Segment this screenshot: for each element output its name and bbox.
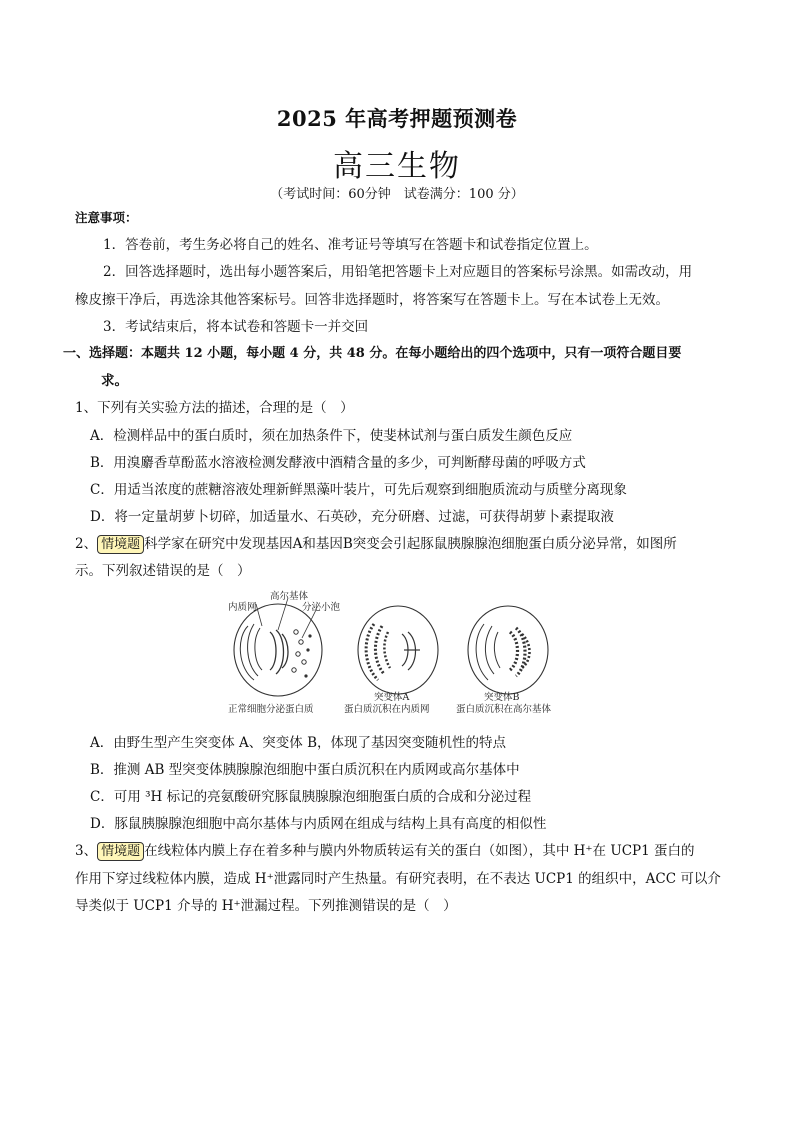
subject-title: 高三生物 — [333, 149, 461, 184]
q3-stem-line3: 导类似于 UCP1 介导的 H⁺泄漏过程。下列推测错误的是（ ） — [75, 898, 457, 914]
q2-number: 2、 — [75, 536, 98, 552]
section-heading: 一、选择题：本题共 12 小题，每小题 4 分，共 48 分。在每小题给出的四个选项中，只有一项符合题目要 — [63, 346, 682, 361]
q1-option-d: D．将一定量胡萝卜切碎，加适量水、石英砂，充分研磨、过滤，可获得胡萝卜素提取液 — [90, 509, 614, 525]
q3-stem-line1: 在线粒体内膜上存在着多种与膜内外物质转运有关的蛋白（如图），其中 H⁺在 UCP1 蛋白的 — [144, 843, 695, 859]
caption-mutant-b-2: 蛋白质沉积在高尔基体 — [456, 704, 552, 715]
q3-stem — [75, 841, 735, 861]
label-golgi: 高尔基体 — [270, 591, 309, 602]
caption-mutant-a-1: 突变体A — [374, 692, 410, 703]
mutant-b-cell-diagram — [456, 606, 552, 715]
exam-title: 2025 年高考押题预测卷 — [276, 106, 518, 131]
q3-tag: 情境题 — [97, 842, 144, 861]
section-heading-cont: 求。 — [101, 373, 128, 389]
notice-item-1: 1．答卷前，考生务必将自己的姓名、准考证号等填写在答题卡和试卷指定位置上。 — [103, 237, 598, 253]
q3-stem-line2: 作用下穿过线粒体内膜，造成 H⁺泄露同时产生热量。有研究表明，在不表达 UCP1 的组织中，ACC 可以介 — [75, 871, 721, 887]
normal-cell-diagram — [228, 590, 341, 715]
q1-option-a: A．检测样品中的蛋白质时，须在加热条件下，使斐林试剂与蛋白质发生颜色反应 — [90, 428, 573, 444]
notice-item-2: 2．回答选择题时，选出每小题答案后，用铅笔把答题卡上对应题目的答案标号涂黑。如需改动，用 — [103, 264, 693, 280]
notice-heading: 注意事项： — [75, 210, 138, 225]
q2-option-c: C．可用 ³H 标记的亮氨酸研究豚鼠胰腺腺泡细胞蛋白质的合成和分泌过程 — [90, 789, 532, 805]
caption-mutant-b-1: 突变体B — [484, 692, 520, 703]
q2-stem-cont: 示。下列叙述错误的是（ ） — [75, 563, 251, 579]
q2-tag: 情境题 — [97, 535, 144, 554]
caption-mutant-a-2: 蛋白质沉积在内质网 — [344, 704, 430, 715]
q2-option-b: B．推测 AB 型突变体胰腺腺泡细胞中蛋白质沉积在内质网或高尔基体中 — [90, 762, 520, 778]
label-vesicle: 分泌小泡 — [302, 602, 341, 613]
q1-stem: 1、下列有关实验方法的描述，合理的是（ ） — [75, 400, 354, 416]
notice-item-3: 3．考试结束后，将本试卷和答题卡一并交回 — [103, 319, 369, 335]
q2-option-d: D．豚鼠胰腺腺泡细胞中高尔基体与内质网在组成与结构上具有高度的相似性 — [90, 816, 547, 832]
q2-stem — [75, 534, 735, 554]
label-er: 内质网 — [228, 602, 257, 613]
exam-info: （考试时间：60分钟 试卷满分：100 分） — [270, 187, 524, 202]
cell-secretion-figure — [226, 588, 578, 720]
notice-item-2-cont: 橡皮擦干净后，再选涂其他答案标号。回答非选择题时，将答案写在答题卡上。写在本试卷上无效。 — [75, 292, 669, 308]
q2-option-a: A．由野生型产生突变体 A、突变体 B，体现了基因突变随机性的特点 — [90, 735, 507, 751]
q1-option-c: C．用适当浓度的蔗糖溶液处理新鲜黑藻叶装片，可先后观察到细胞质流动与质壁分离现象 — [90, 482, 627, 498]
q3-number: 3、 — [75, 843, 98, 859]
q1-option-b: B．用溴麝香草酚蓝水溶液检测发酵液中酒精含量的多少，可判断酵母菌的呼吸方式 — [90, 455, 586, 471]
q2-stem-line1: 科学家在研究中发现基因A和基因B突变会引起豚鼠胰腺腺泡细胞蛋白质分泌异常，如图所 — [144, 536, 677, 552]
caption-normal: 正常细胞分泌蛋白质 — [228, 704, 314, 715]
mutant-a-cell-diagram — [344, 606, 438, 715]
